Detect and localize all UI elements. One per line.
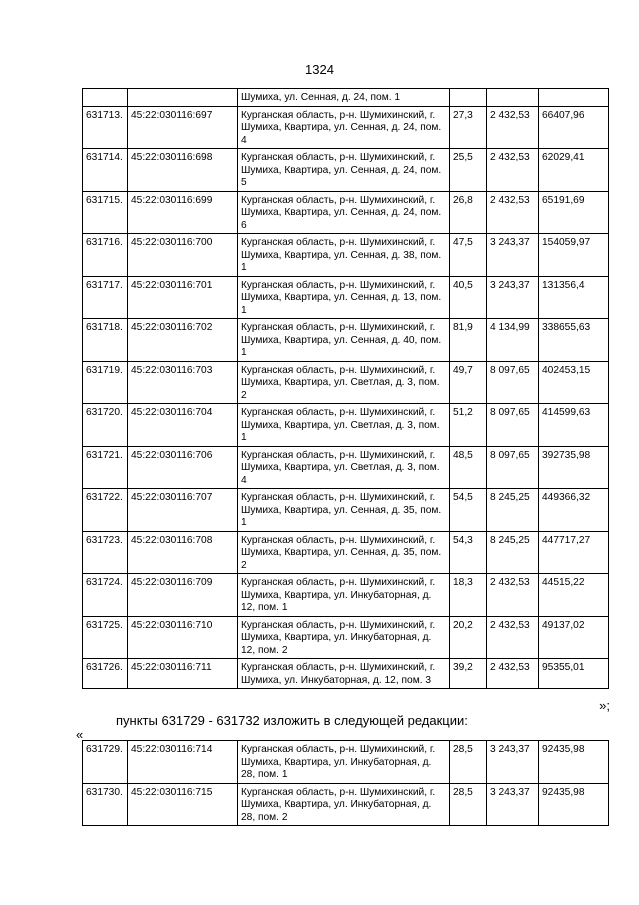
table-row <box>83 89 609 107</box>
unit-value-cell: 2 432,53 <box>487 574 539 617</box>
cadastral-number-cell: 45:22:030116:704 <box>128 404 238 447</box>
address-cell: Курганская область, р-н. Шумихинский, г. Шумиха, Квартира, ул. Сенная, д. 13, пом. 1 <box>238 276 450 319</box>
property-table <box>82 88 609 689</box>
table-row <box>83 659 609 689</box>
unit-value-cell: 2 432,53 <box>487 106 539 149</box>
address-cell: Курганская область, р-н. Шумихинский, г. Шумиха, Квартира, ул. Светлая, д. 3, пом. 4 <box>238 446 450 489</box>
address-cell: Курганская область, р-н. Шумихинский, г. Шумиха, Квартира, ул. Инкубаторная, д. 12, пом. 1 <box>238 574 450 617</box>
cadastral-value-cell: 131356,4 <box>539 276 609 319</box>
item-number-cell: 631713. <box>83 106 128 149</box>
item-number-cell: 631729. <box>83 741 128 784</box>
item-number-cell: 631715. <box>83 191 128 234</box>
item-number-cell: 631730. <box>83 783 128 826</box>
item-number-cell: 631718. <box>83 319 128 362</box>
table-row <box>83 234 609 277</box>
cadastral-number-cell: 45:22:030116:701 <box>128 276 238 319</box>
cadastral-number-cell: 45:22:030116:708 <box>128 531 238 574</box>
cadastral-value-cell: 414599,63 <box>539 404 609 447</box>
area-cell <box>450 89 487 107</box>
address-cell: Курганская область, р-н. Шумихинский, г. Шумиха, Квартира, ул. Сенная, д. 24, пом. 6 <box>238 191 450 234</box>
item-number-cell <box>83 89 128 107</box>
unit-value-cell: 3 243,37 <box>487 276 539 319</box>
cadastral-number-cell: 45:22:030116:709 <box>128 574 238 617</box>
area-cell: 81,9 <box>450 319 487 362</box>
cadastral-number-cell: 45:22:030116:706 <box>128 446 238 489</box>
area-cell: 49,7 <box>450 361 487 404</box>
cadastral-value-cell: 92435,98 <box>539 783 609 826</box>
closing-quote: »; <box>599 698 610 713</box>
cadastral-number-cell: 45:22:030116:710 <box>128 616 238 659</box>
amendment-instruction: пункты 631729 - 631732 изложить в следующей редакции: <box>116 713 468 728</box>
area-cell: 28,5 <box>450 741 487 784</box>
cadastral-value-cell: 49137,02 <box>539 616 609 659</box>
table-row <box>83 489 609 532</box>
area-cell: 28,5 <box>450 783 487 826</box>
cadastral-value-cell: 392735,98 <box>539 446 609 489</box>
area-cell: 47,5 <box>450 234 487 277</box>
area-cell: 48,5 <box>450 446 487 489</box>
table-row <box>83 149 609 192</box>
cadastral-number-cell: 45:22:030116:697 <box>128 106 238 149</box>
item-number-cell: 631721. <box>83 446 128 489</box>
table-row <box>83 531 609 574</box>
area-cell: 20,2 <box>450 616 487 659</box>
address-cell: Курганская область, р-н. Шумихинский, г. Шумиха, Квартира, ул. Сенная, д. 35, пом. 1 <box>238 489 450 532</box>
table-row <box>83 276 609 319</box>
amended-property-table <box>82 740 609 826</box>
item-number-cell: 631724. <box>83 574 128 617</box>
item-number-cell: 631719. <box>83 361 128 404</box>
address-cell: Курганская область, р-н. Шумихинский, г. Шумиха, Квартира, ул. Сенная, д. 24, пом. 4 <box>238 106 450 149</box>
cadastral-value-cell: 402453,15 <box>539 361 609 404</box>
cadastral-value-cell: 447717,27 <box>539 531 609 574</box>
address-cell: Шумиха, ул. Сенная, д. 24, пом. 1 <box>238 89 450 107</box>
table-row <box>83 191 609 234</box>
address-cell: Курганская область, р-н. Шумихинский, г. Шумиха, Квартира, ул. Светлая, д. 3, пом. 2 <box>238 361 450 404</box>
unit-value-cell: 2 432,53 <box>487 149 539 192</box>
address-cell: Курганская область, р-н. Шумихинский, г. Шумиха, Квартира, ул. Светлая, д. 3, пом. 1 <box>238 404 450 447</box>
unit-value-cell: 2 432,53 <box>487 659 539 689</box>
cadastral-number-cell: 45:22:030116:698 <box>128 149 238 192</box>
area-cell: 54,3 <box>450 531 487 574</box>
address-cell: Курганская область, р-н. Шумихинский, г. Шумиха, ул. Инкубаторная, д. 12, пом. 3 <box>238 659 450 689</box>
unit-value-cell: 4 134,99 <box>487 319 539 362</box>
cadastral-value-cell: 65191,69 <box>539 191 609 234</box>
item-number-cell: 631716. <box>83 234 128 277</box>
table-row <box>83 446 609 489</box>
page-number: 1324 <box>305 62 334 77</box>
cadastral-value-cell: 92435,98 <box>539 741 609 784</box>
unit-value-cell: 8 245,25 <box>487 531 539 574</box>
item-number-cell: 631725. <box>83 616 128 659</box>
unit-value-cell: 3 243,37 <box>487 741 539 784</box>
area-cell: 25,5 <box>450 149 487 192</box>
unit-value-cell: 8 245,25 <box>487 489 539 532</box>
cadastral-number-cell <box>128 89 238 107</box>
area-cell: 26,8 <box>450 191 487 234</box>
address-cell: Курганская область, р-н. Шумихинский, г. Шумиха, Квартира, ул. Инкубаторная, д. 28, пом. 1 <box>238 741 450 784</box>
table-row <box>83 616 609 659</box>
cadastral-value-cell: 449366,32 <box>539 489 609 532</box>
cadastral-value-cell: 44515,22 <box>539 574 609 617</box>
address-cell: Курганская область, р-н. Шумихинский, г. Шумиха, Квартира, ул. Сенная, д. 38, пом. 1 <box>238 234 450 277</box>
item-number-cell: 631723. <box>83 531 128 574</box>
unit-value-cell: 3 243,37 <box>487 234 539 277</box>
address-cell: Курганская область, р-н. Шумихинский, г. Шумиха, Квартира, ул. Инкубаторная, д. 28, пом. 2 <box>238 783 450 826</box>
cadastral-value-cell: 66407,96 <box>539 106 609 149</box>
unit-value-cell: 8 097,65 <box>487 361 539 404</box>
table-row <box>83 319 609 362</box>
area-cell: 51,2 <box>450 404 487 447</box>
item-number-cell: 631714. <box>83 149 128 192</box>
item-number-cell: 631720. <box>83 404 128 447</box>
cadastral-number-cell: 45:22:030116:715 <box>128 783 238 826</box>
cadastral-value-cell: 62029,41 <box>539 149 609 192</box>
unit-value-cell <box>487 89 539 107</box>
area-cell: 54,5 <box>450 489 487 532</box>
address-cell: Курганская область, р-н. Шумихинский, г. Шумиха, Квартира, ул. Сенная, д. 35, пом. 2 <box>238 531 450 574</box>
cadastral-number-cell: 45:22:030116:702 <box>128 319 238 362</box>
cadastral-number-cell: 45:22:030116:703 <box>128 361 238 404</box>
table-row <box>83 574 609 617</box>
unit-value-cell: 3 243,37 <box>487 783 539 826</box>
cadastral-number-cell: 45:22:030116:714 <box>128 741 238 784</box>
unit-value-cell: 8 097,65 <box>487 404 539 447</box>
table-row <box>83 106 609 149</box>
address-cell: Курганская область, р-н. Шумихинский, г. Шумиха, Квартира, ул. Сенная, д. 40, пом. 1 <box>238 319 450 362</box>
item-number-cell: 631726. <box>83 659 128 689</box>
unit-value-cell: 2 432,53 <box>487 616 539 659</box>
area-cell: 18,3 <box>450 574 487 617</box>
cadastral-number-cell: 45:22:030116:700 <box>128 234 238 277</box>
unit-value-cell: 2 432,53 <box>487 191 539 234</box>
opening-quote: « <box>76 727 84 742</box>
table-row <box>83 404 609 447</box>
area-cell: 40,5 <box>450 276 487 319</box>
item-number-cell: 631717. <box>83 276 128 319</box>
cadastral-value-cell: 154059,97 <box>539 234 609 277</box>
cadastral-value-cell <box>539 89 609 107</box>
table-row <box>83 361 609 404</box>
table-row <box>83 741 609 784</box>
address-cell: Курганская область, р-н. Шумихинский, г. Шумиха, Квартира, ул. Сенная, д. 24, пом. 5 <box>238 149 450 192</box>
item-number-cell: 631722. <box>83 489 128 532</box>
cadastral-value-cell: 95355,01 <box>539 659 609 689</box>
area-cell: 39,2 <box>450 659 487 689</box>
cadastral-value-cell: 338655,63 <box>539 319 609 362</box>
address-cell: Курганская область, р-н. Шумихинский, г. Шумиха, Квартира, ул. Инкубаторная, д. 12, пом. 2 <box>238 616 450 659</box>
cadastral-number-cell: 45:22:030116:699 <box>128 191 238 234</box>
area-cell: 27,3 <box>450 106 487 149</box>
unit-value-cell: 8 097,65 <box>487 446 539 489</box>
table-row <box>83 783 609 826</box>
cadastral-number-cell: 45:22:030116:711 <box>128 659 238 689</box>
cadastral-number-cell: 45:22:030116:707 <box>128 489 238 532</box>
